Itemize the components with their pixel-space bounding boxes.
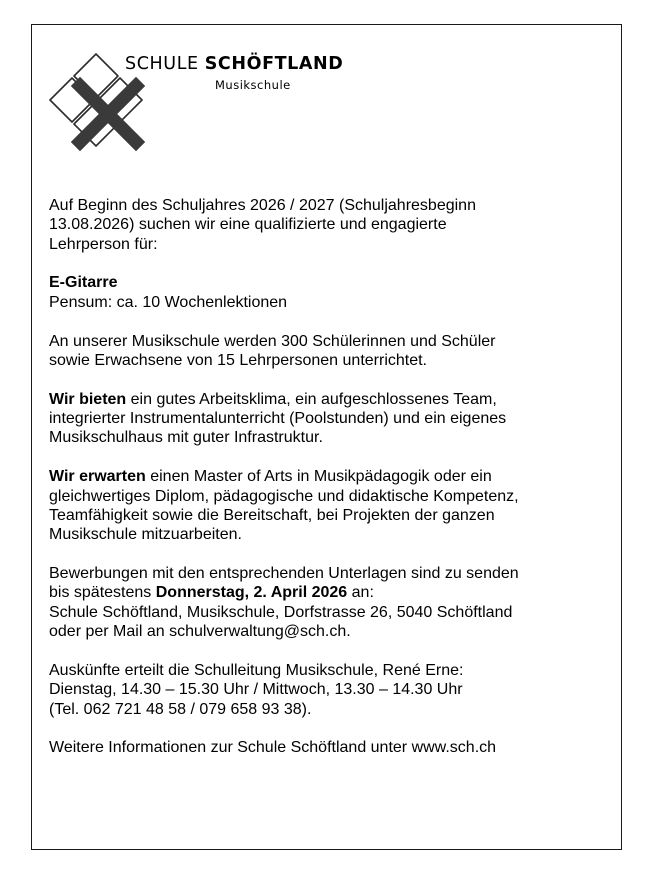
offer-label: Wir bieten [49,390,127,408]
school-brand [125,53,344,92]
application-suffix: an: [347,584,374,602]
position-title: E-Gitarre [49,274,118,292]
intro-paragraph [49,196,609,254]
expect-label: Wir erwarten [49,468,146,486]
intro-line: Lehrperson für: [49,235,158,253]
brand-school-name: SCHÖFTLAND [204,54,344,74]
application-line: Bewerbungen mit den entsprechenden Unterlagen sind zu senden [49,565,519,583]
contact-phone: (Tel. 062 721 48 58 / 079 658 93 38). [49,700,312,718]
expect-paragraph [49,467,609,544]
school-info-paragraph [49,332,609,371]
expect-line: Musikschule mitzuarbeiten. [49,526,242,544]
expect-line: Teamfähigkeit sowie die Bereitschaft, bei Projekten der ganzen [49,506,495,524]
footer-paragraph [49,738,609,757]
position-paragraph [49,273,609,312]
school-info-line: An unserer Musikschule werden 300 Schülerinnen und Schüler [49,332,496,350]
ad-content [49,196,609,777]
brand-subtitle: Musikschule [215,78,291,92]
application-paragraph [49,564,609,641]
expect-line: gleichwertiges Diplom, pädagogische und didaktische Kompetenz, [49,487,519,505]
application-email-line: oder per Mail an schulverwaltung@sch.ch. [49,623,351,641]
offer-line: Musikschulhaus mit guter Infrastruktur. [49,429,323,447]
application-prefix: bis spätestens [49,584,156,602]
position-workload: Pensum: ca. 10 Wochenlektionen [49,293,288,311]
expect-line [49,467,609,486]
application-line [49,583,609,602]
brand-school-label: SCHULE [125,54,199,74]
offer-line [49,390,609,409]
contact-paragraph [49,661,609,719]
offer-paragraph [49,390,609,448]
intro-line: 13.08.2026) suchen wir eine qualifizierte und engagierte [49,216,447,234]
offer-line: integrierter Instrumentalunterricht (Poolstunden) und ein eigenes [49,410,507,428]
application-address: Schule Schöftland, Musikschule, Dorfstrasse 26, 5040 Schöftland [49,603,513,621]
intro-line: Auf Beginn des Schuljahres 2026 / 2027 (Schuljahresbeginn [49,197,476,214]
expect-text: einen Master of Arts in Musikpädagogik oder ein [145,468,492,486]
offer-text: ein gutes Arbeitsklima, ein aufgeschlossenes Team, [126,390,497,408]
application-deadline: Donnerstag, 2. April 2026 [155,584,348,602]
footer-info: Weitere Informationen zur Schule Schöftland unter www.sch.ch [49,739,497,757]
contact-line: Auskünfte erteilt die Schulleitung Musikschule, René Erne: [49,661,464,679]
contact-hours: Dienstag, 14.30 – 15.30 Uhr / Mittwoch, 13.30 – 14.30 Uhr [49,681,463,699]
school-info-line: sowie Erwachsene von 15 Lehrpersonen unterrichtet. [49,351,427,369]
